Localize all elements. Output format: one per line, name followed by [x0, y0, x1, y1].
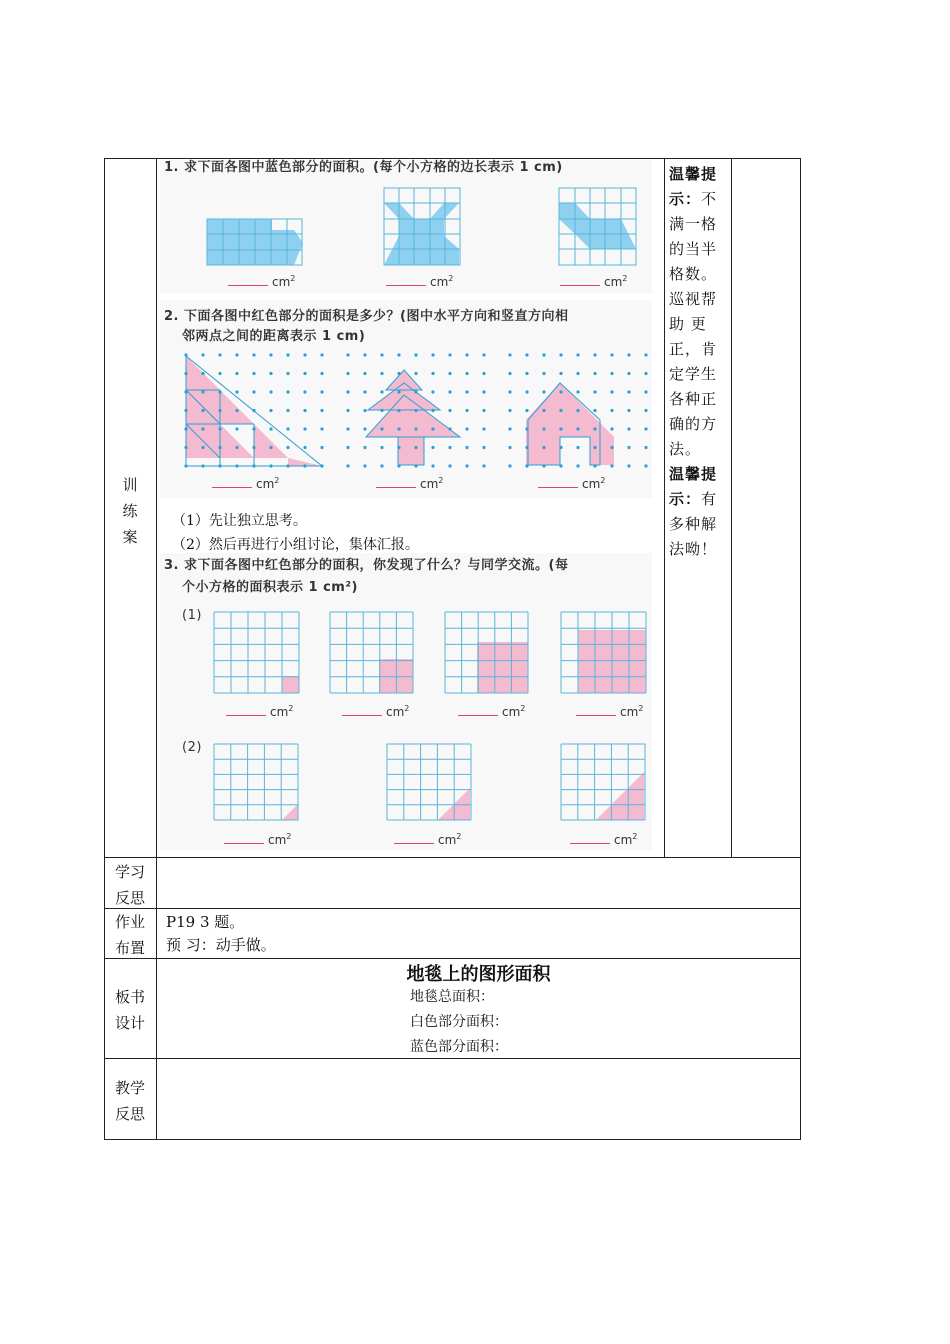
board-line-1: 地毯总面积：	[410, 989, 494, 1005]
tip2-body: 有多种解法呦！	[669, 490, 718, 558]
answer-q3-1-1[interactable]: $cm^2$	[226, 704, 293, 719]
q2-figure-2	[366, 370, 460, 465]
question-2-line-1: 2. 下面各图中红色部分的面积是多少？(图中水平方向和竖直方向相	[164, 309, 569, 324]
question-1: 1. 求下面各图中蓝色部分的面积。(每个小方格的边长表示 1 cm)	[164, 160, 563, 175]
answer-q2-1[interactable]: $cm^2$	[212, 476, 279, 491]
answer-q3-1-2[interactable]: $cm^2$	[342, 704, 409, 719]
q3-part1-figure-3	[477, 642, 528, 693]
answer-q2-2[interactable]: $cm^2$	[376, 476, 443, 491]
q3-part1-figure-1	[282, 676, 299, 693]
board-line-3: 蓝色部分面积：	[410, 1039, 508, 1055]
q3-part2-figure-1	[282, 804, 298, 820]
board-title: 地毯上的图形面积	[406, 964, 551, 985]
board-line-2: 白色部分面积：	[410, 1014, 508, 1030]
answer-q3-1-4[interactable]: $cm^2$	[576, 704, 643, 719]
row-label-reflection-1: 学习	[114, 863, 145, 881]
row-label-training-text: 训练案	[122, 476, 138, 546]
tip1-body: 不满一格的当半格数。巡视帮助 更正，肯定学生各种正确的方法。	[669, 190, 718, 458]
row-label-teaching-reflection-2: 反思	[114, 1105, 145, 1123]
answer-q1-3[interactable]: $cm^2$	[560, 274, 627, 289]
q1-figure-3	[559, 188, 636, 265]
homework-line-1: P19 3 题。	[166, 913, 245, 931]
question-3-line-1: 3. 求下面各图中红色部分的面积，你发现了什么？与同学交流。(每	[164, 558, 569, 573]
row-label-reflection-2: 反思	[114, 889, 145, 907]
question-2-line-2: 邻两点之间的距离表示 1 cm)	[182, 329, 366, 344]
row-label-board-1: 板书	[114, 988, 145, 1006]
row-label-teaching-reflection-1: 教学	[114, 1079, 145, 1097]
answer-q3-2-1[interactable]: $cm^2$	[224, 832, 291, 847]
note-2: （2）然后再进行小组讨论，集体汇报。	[172, 537, 419, 553]
answer-q2-3[interactable]: $cm^2$	[538, 476, 605, 491]
row-label-homework-1: 作业	[114, 913, 145, 931]
answer-q3-1-3[interactable]: $cm^2$	[458, 704, 525, 719]
question-3-line-2: 个小方格的面积表示 1 cm²)	[182, 580, 358, 595]
answer-q1-1[interactable]: $cm^2$	[228, 274, 295, 289]
answer-q1-2[interactable]: $cm^2$	[386, 274, 453, 289]
row-label-board-2: 设计	[114, 1014, 145, 1032]
q3-part2-figure-3	[596, 772, 644, 820]
homework-line-2: 预 习：动手做。	[166, 936, 276, 954]
answer-q3-2-3[interactable]: $cm^2$	[570, 832, 637, 847]
part-2-label: (2)	[182, 740, 202, 755]
tip2-title: 温馨提示：	[669, 465, 718, 508]
part-1-label: (1)	[182, 608, 202, 623]
q1-figure-2	[384, 188, 460, 265]
row-label-homework-2: 布置	[114, 939, 145, 957]
tip1-title: 温馨提示：	[669, 165, 718, 208]
q1-figure-1	[207, 219, 303, 265]
q2-figure-3	[526, 383, 614, 465]
note-1: （1）先让独立思考。	[172, 513, 307, 529]
answer-q3-2-2[interactable]: $cm^2$	[394, 832, 461, 847]
